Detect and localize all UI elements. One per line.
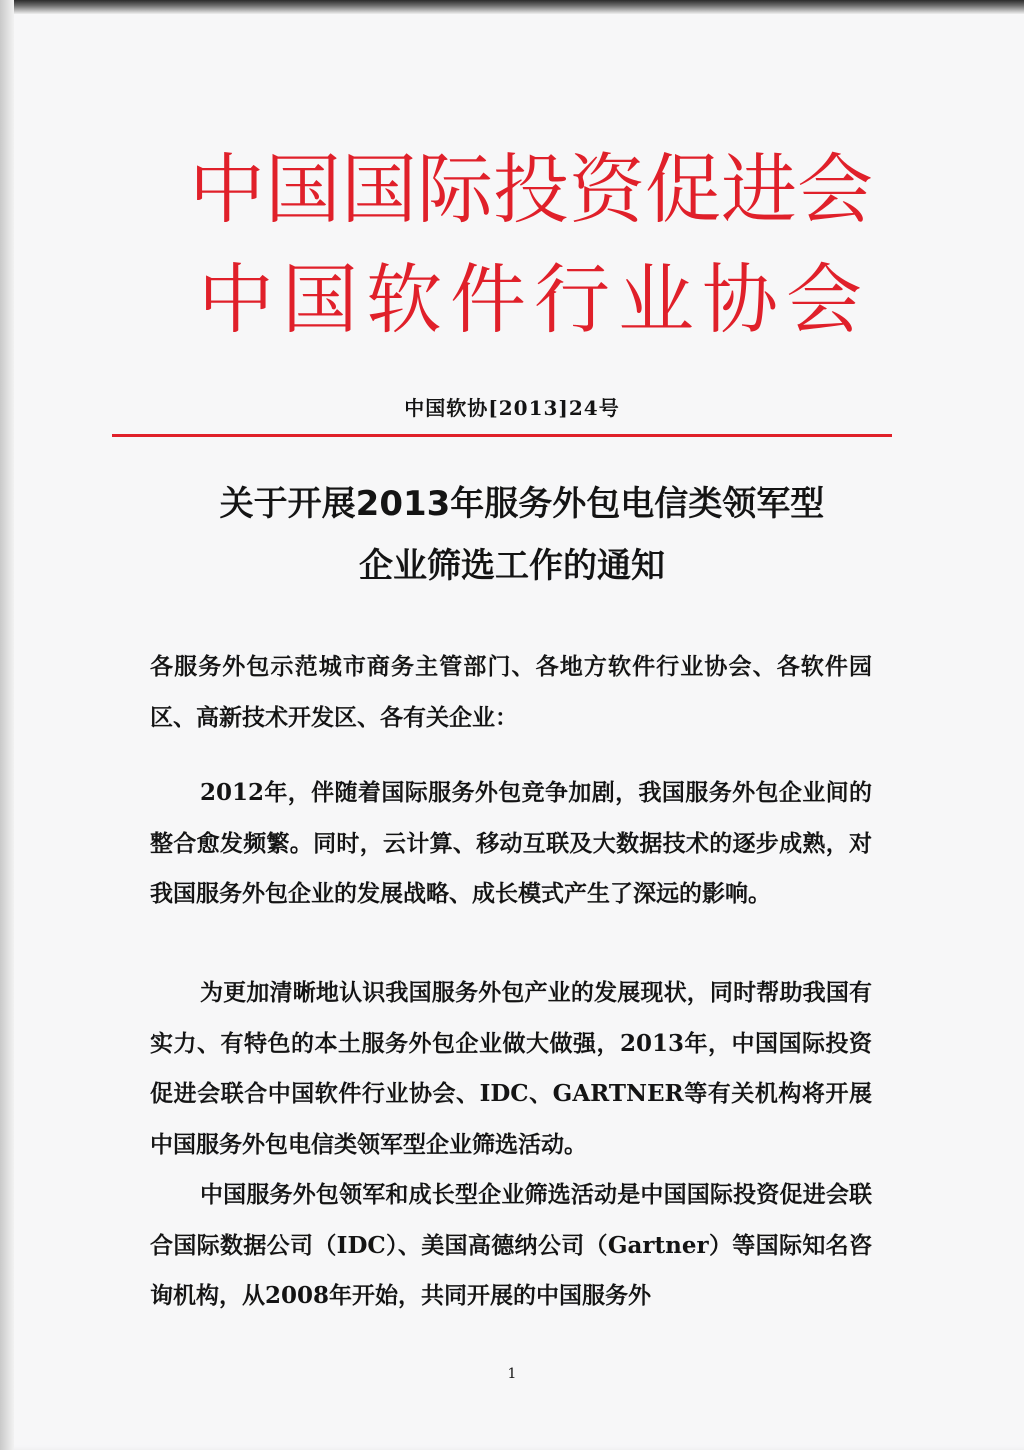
- addressee-paragraph: 各服务外包示范城市商务主管部门、各地方软件行业协会、各软件园区、高新技术开发区、各有关企业：: [150, 653, 872, 731]
- body-paragraph-3: 中国服务外包领军和成长型企业筛选活动是中国国际投资促进会联合国际数据公司（IDC）、美国高德纳公司（Gartner）等国际知名咨询机构，从2008年开始，共同开展的中国服务外: [150, 1181, 872, 1309]
- body-paragraph-2: 为更加清晰地认识我国服务外包产业的发展现状，同时帮助我国有实力、有特色的本土服务外包企业做大做强，2013年，中国国际投资促进会联合中国软件行业协会、IDC、GARTNER等有关机构将开展中国服务外包电信类领军型企业筛选活动。: [150, 979, 872, 1158]
- issuer-title-line-2: 中国软件行业协会: [198, 255, 870, 344]
- notice-title-line-2: 企业筛选工作的通知: [359, 546, 665, 586]
- red-divider-line: [112, 434, 892, 437]
- page-number: 1: [507, 1366, 517, 1382]
- scan-top-edge: [0, 0, 1024, 14]
- body-paragraph-1: 2012年，伴随着国际服务外包竞争加剧，我国服务外包企业间的整合愈发频繁。同时，云计算、移动互联及大数据技术的逐步成熟，对我国服务外包企业的发展战略、成长模式产生了深远的影响。: [150, 779, 872, 907]
- document-number: 中国软协[2013]24号: [404, 396, 620, 420]
- notice-title-line-1: 关于开展2013年服务外包电信类领军型: [219, 484, 825, 524]
- issuer-title-line-1: 中国国际投资促进会: [189, 145, 873, 234]
